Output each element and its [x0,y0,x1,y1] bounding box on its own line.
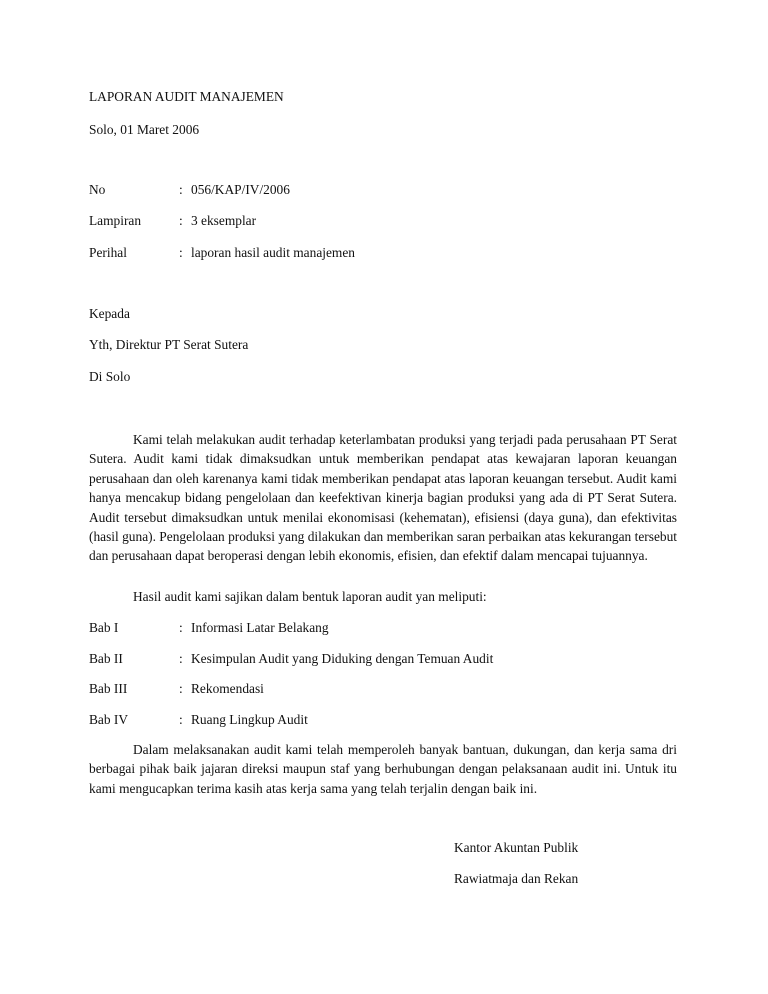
chapter-title: Kesimpulan Audit yang Diduking dengan Temuan Audit [191,651,494,666]
chapter-label: Bab III [89,681,128,696]
body-paragraph-1: Kami telah melakukan audit terhadap keterlambatan produksi yang terjadi pada perusahaan PT Serat Sutera. Audit kami tidak dimaksudkan untuk memberikan pendapat atas kewajaran laporan keuangan perusahaan dan oleh karenanya kami tidak memberikan pendapat atas laporan keuangan tersebut. Audit kami hanya mencakup bidang pengelolaan dan keefektivan kinerja bagian produksi yang ada di PT Serat Sutera. Audit tersebut dimaksudkan untuk menilai ekonomisasi (kehematan), efisiensi (daya guna), dan efektivitas (hasil guna). Pengelolaan produksi yang dilakukan dan memberikan saran perbaikan atas kekurangan tersebut dan perusahaan dapat beroperasi dengan lebih ekonomis, efisien, dan efektif dalam mencapai tujuannya. [89,432,677,564]
chapter-label: Bab I [89,620,119,635]
chapter-separator: : [179,651,183,666]
chapter-title: Informasi Latar Belakang [191,620,329,635]
meta-row-lampiran [89,213,689,231]
chapter-title: Ruang Lingkup Audit [191,712,308,727]
signature-firm: Kantor Akuntan Publik [454,840,579,855]
meta-separator: : [179,245,183,260]
meta-label: Lampiran [89,213,142,228]
recipient-kepada: Kepada [89,306,130,321]
recipient-location: Di Solo [89,369,131,384]
meta-separator: : [179,182,183,197]
body-paragraph-2: Dalam melaksanakan audit kami telah memperoleh banyak bantuan, dukungan, dan kerja sama dri berbagai pihak baik jajaran direksi maupun staf yang berhubungan dengan pelaksanaan audit ini. Untuk itu kami mengucapkan terima kasih atas kerja sama yang telah terjalin dengan baik ini. [89,742,677,796]
chapter-title: Rekomendasi [191,681,264,696]
chapter-label: Bab IV [89,712,129,727]
chapters-intro: Hasil audit kami sajikan dalam bentuk laporan audit yan meliputi: [133,589,487,604]
chapter-row [89,681,689,699]
chapter-row [89,620,689,638]
chapter-row [89,712,689,730]
recipient-name: Yth, Direktur PT Serat Sutera [89,337,249,352]
meta-value: laporan hasil audit manajemen [191,245,355,260]
chapter-separator: : [179,620,183,635]
meta-row-nomor [89,182,689,200]
signature-partner: Rawiatmaja dan Rekan [454,871,579,886]
document-title: LAPORAN AUDIT MANAJEMEN [89,89,284,104]
meta-value: 3 eksemplar [191,213,257,228]
meta-value: 056/KAP/IV/2006 [191,182,290,197]
chapter-separator: : [179,712,183,727]
chapter-label: Bab II [89,651,123,666]
meta-separator: : [179,213,183,228]
meta-label: Perihal [89,245,127,260]
chapter-row [89,651,689,669]
chapter-separator: : [179,681,183,696]
place-date: Solo, 01 Maret 2006 [89,122,200,137]
meta-label: No [89,182,106,197]
meta-row-perihal [89,245,689,263]
